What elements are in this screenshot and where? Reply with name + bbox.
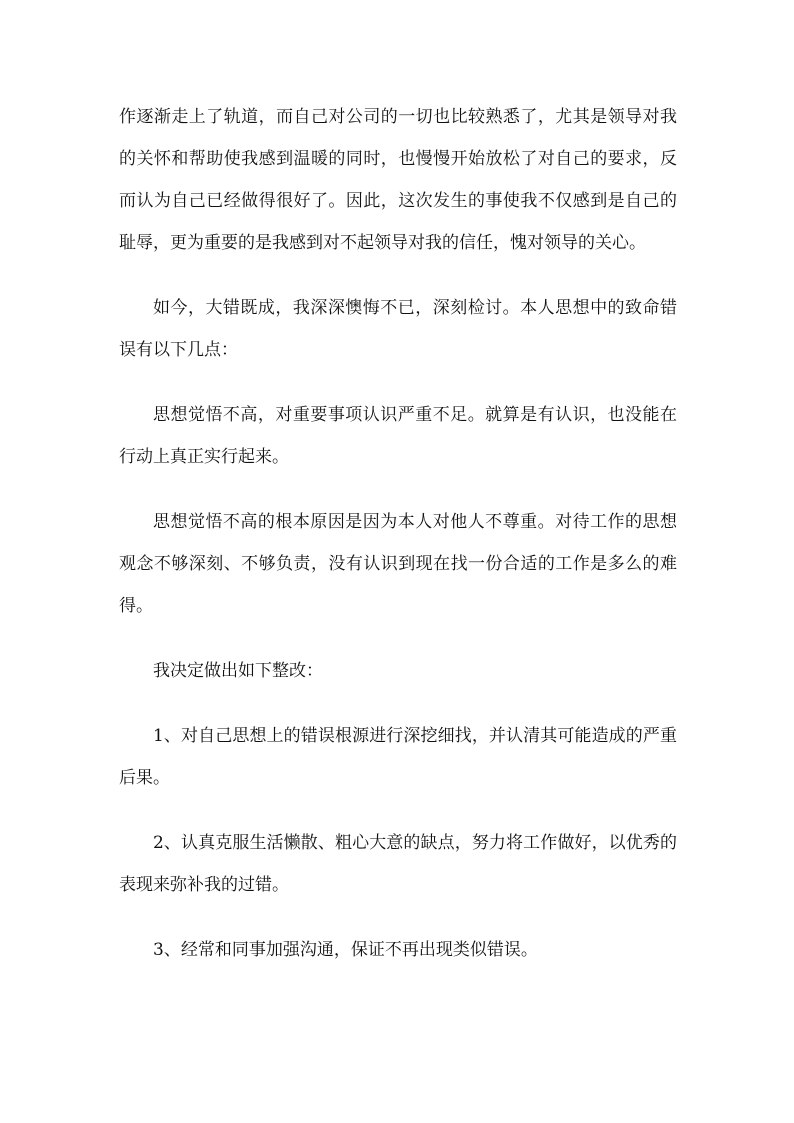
paragraph-rectification-intro: 我决定做出如下整改： — [153, 661, 323, 681]
list-item: 2、认真克服生活懒散、粗心大意的缺点，努力将工作做好，以优秀的表现来弥补我的过错。 — [119, 833, 677, 895]
document-body — [119, 96, 677, 994]
paragraph-continuation: 作逐渐走上了轨道，而自己对公司的一切也比较熟悉了，尤其是领导对我的关怀和帮助使我感到温暖的同时，也慢慢开始放松了对自己的要求，反而认为自己已经做得很好了。因此，这次发生的事使我不仅感到是自己的耻辱，更为重要的是我感到对不起领导对我的信任，愧对领导的关心。 — [119, 107, 677, 253]
paragraph-awareness: 思想觉悟不高，对重要事项认识严重不足。就算是有认识，也没能在行动上真正实行起来。 — [119, 405, 677, 467]
paragraph-root-cause: 思想觉悟不高的根本原因是因为本人对他人不尊重。对待工作的思想观念不够深刻、不够负责，没有认识到现在找一份合适的工作是多么的难得。 — [119, 512, 677, 616]
list-item: 1、对自己思想上的错误根源进行深挖细找，并认清其可能造成的严重后果。 — [119, 726, 677, 788]
list-item: 3、经常和同事加强沟通，保证不再出现类似错误。 — [153, 940, 538, 960]
paragraph-regret: 如今，大错既成，我深深懊悔不已，深刻检讨。本人思想中的致命错误有以下几点： — [119, 298, 677, 360]
